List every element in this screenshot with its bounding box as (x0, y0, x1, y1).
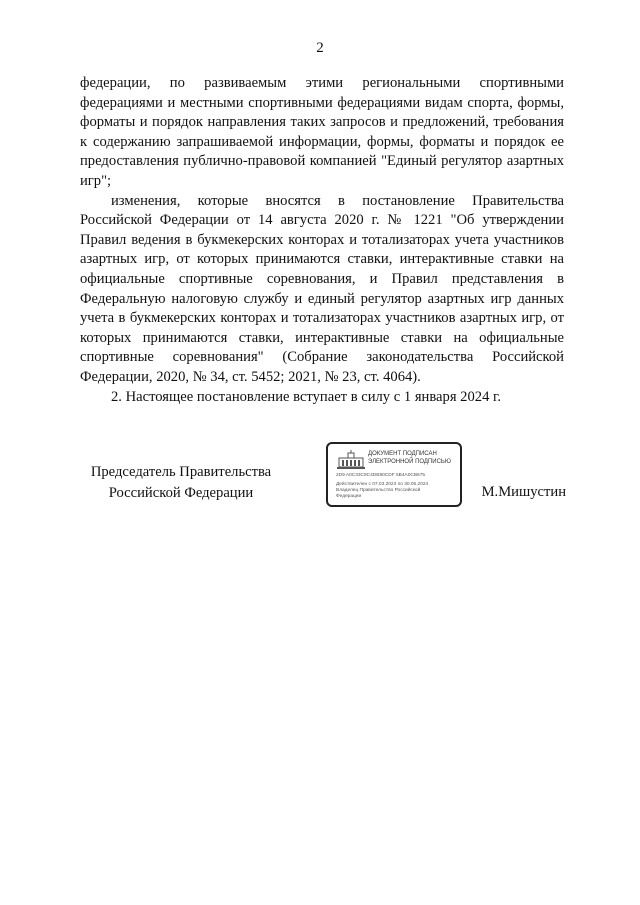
page-number: 2 (316, 40, 324, 56)
paragraph-3: 2. Настоящее постановление вступает в силу с 1 января 2024 г. (111, 388, 501, 405)
stamp-owner-line-2: Федерации (336, 494, 362, 499)
signature-block (76, 442, 566, 522)
stamp-header (368, 451, 458, 466)
document-body (80, 74, 564, 407)
stamp-certificate: 2D9 A0C33C9C4DB90CDF 5B4A0CB675 (336, 473, 426, 478)
stamp-header-line-1: ДОКУМЕНТ ПОДПИСАН (368, 451, 437, 457)
paragraph-1: федерации, по развиваемым этими региональными спортивными федерациями и местными спортивными федерациями видам спорта, формы, форматы и порядок направления таких запросов и предложений, требования к содержанию запрашиваемой информации, формы, форматы и порядок ее предоставления публично-правовой компанией "Единый регулятор азартных игр"; (80, 75, 564, 189)
stamp-header-line-2: ЭЛЕКТРОННОЙ ПОДПИСЬЮ (368, 458, 451, 465)
signatory-name: М.Мишустин (481, 484, 566, 500)
signatory-title-line-1: Председатель Правительства (90, 464, 272, 480)
paragraph-2: изменения, которые вносятся в постановление Правительства Российской Федерации от 14 августа 2020 г. № 1221 "Об утверждении Правил ведения в букмекерских конторах и тотализаторах учета участников азартных игр, от которых принимаются ставки, интерактивные ставки на официальные спортивные соревнования, и Правил представления в Федеральную налоговую службу и единый регулятор азартных игр данных учета в букмекерских конторах и тотализаторах участников азартных игр, от которых принимаются ставки, интерактивные ставки на официальные спортивные соревнования" (Собрание законодательства Российской Федерации, 2020, № 34, ст. 5452; 2021, № 23, ст. 4064). (80, 192, 564, 385)
signatory-title (76, 462, 286, 504)
stamp-owner-line-1: Владелец Правительство Российской (336, 488, 421, 493)
signatory-title-line-2: Российской Федерации (108, 485, 254, 501)
stamp-validity: Действителен с 07.03.2023 по 30.05.2024 (336, 482, 429, 487)
electronic-signature-stamp (326, 442, 462, 507)
government-building-icon (336, 450, 366, 470)
